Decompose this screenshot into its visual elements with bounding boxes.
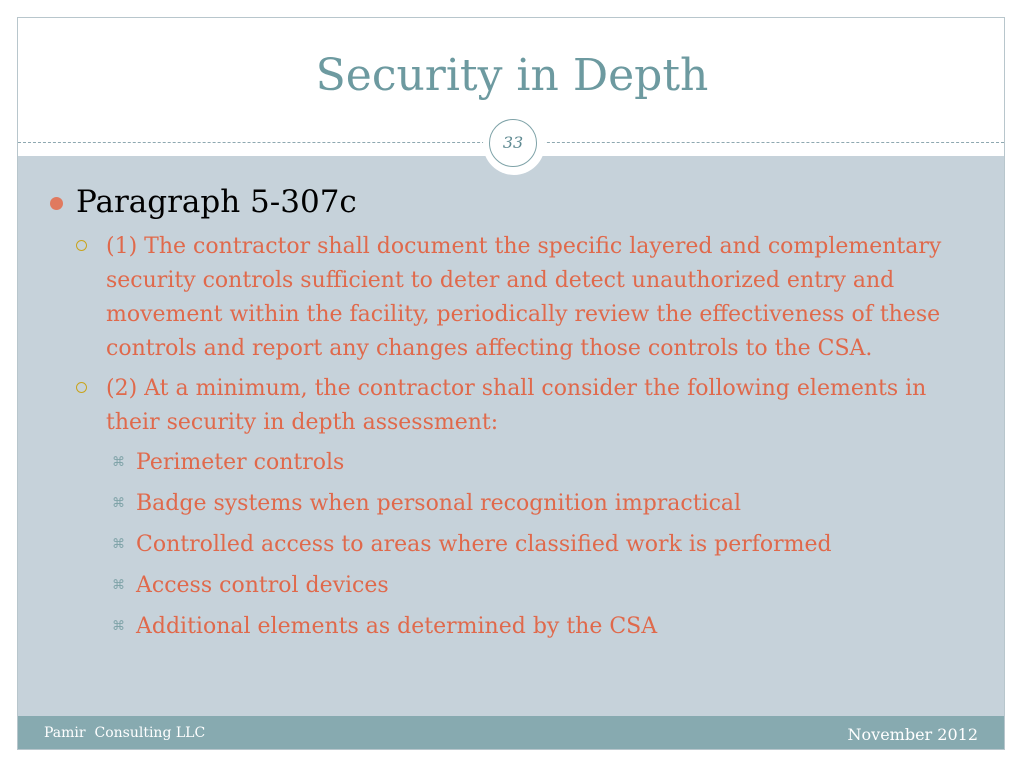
- sub-bullet-5: [50, 610, 950, 644]
- sub-bullet-4: [50, 569, 950, 603]
- x-mark-icon: ⌘: [112, 455, 125, 470]
- sub-bullet-text: Badge systems when personal recognition impractical: [136, 491, 742, 516]
- footer-bar: [18, 716, 1004, 749]
- footer-company: Pamir Consulting LLC: [44, 725, 206, 741]
- sub-bullet-2: [50, 487, 950, 521]
- x-mark-icon: ⌘: [112, 619, 125, 634]
- x-mark-icon: ⌘: [112, 496, 125, 511]
- sub-bullet-1: [50, 446, 950, 480]
- slide-number: 33: [489, 119, 537, 167]
- x-mark-icon: ⌘: [112, 537, 125, 552]
- x-mark-icon: ⌘: [112, 578, 125, 593]
- sub-bullet-text: Controlled access to areas where classified work is performed: [136, 532, 832, 557]
- sub-bullet-text: Additional elements as determined by the CSA: [136, 614, 658, 639]
- bullet-item-2: [50, 372, 950, 440]
- filled-circle-icon: [50, 197, 63, 210]
- heading-text: Paragraph 5-307c: [76, 184, 357, 220]
- hollow-circle-icon: [76, 382, 87, 393]
- bullet-heading: [50, 182, 950, 222]
- footer-date: November 2012: [847, 725, 978, 744]
- bullet-item-1: [50, 230, 950, 366]
- slide-body: [50, 182, 950, 651]
- sub-bullet-text: Access control devices: [136, 573, 389, 598]
- bullet-item-text: (2) At a minimum, the contractor shall consider the following elements in their security in depth assessment:: [106, 376, 927, 435]
- bullet-item-text: (1) The contractor shall document the specific layered and complementary security controls sufficient to deter and detect unauthorized entry and movement within the facility, periodically review the effectiveness of these controls and report any changes affecting those controls to the CSA.: [106, 234, 942, 361]
- slide-title: Security in Depth: [315, 50, 709, 101]
- sub-bullet-text: Perimeter controls: [136, 450, 345, 475]
- sub-bullet-3: [50, 528, 950, 562]
- hollow-circle-icon: [76, 240, 87, 251]
